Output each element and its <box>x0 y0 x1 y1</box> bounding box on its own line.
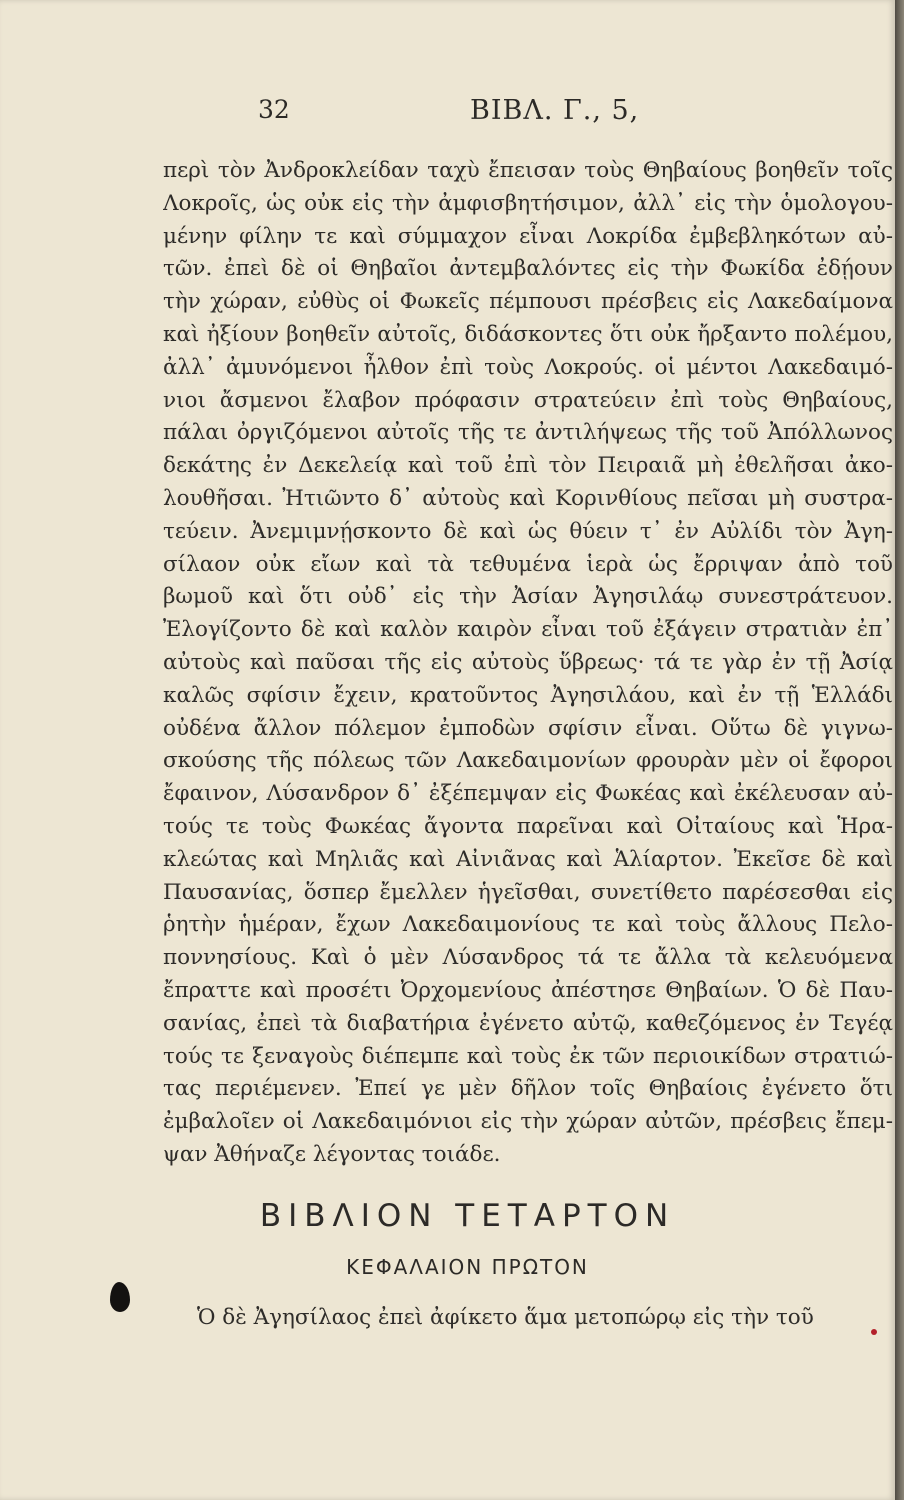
text-line: ῥητὴν ἡμέραν, ἔχων Λακεδαιμονίους τε καὶ τοὺς ἄλλους Πελο- <box>163 912 893 938</box>
running-head <box>0 95 895 135</box>
text-line: ἐμβαλοῖεν οἱ Λακεδαιμόνιοι εἰς τὴν χώραν αὐτῶν, πρέσβεις ἔπεμ- <box>163 1109 893 1135</box>
text-line: σίλαον οὐκ εἴων καὶ τὰ τεθυμένα ἱερὰ ὡς ἔρριψαν ἀπὸ τοῦ <box>163 551 893 577</box>
text-line: μένην φίλην τε καὶ σύμμαχον εἶναι Λοκρίδα ἐμβεβληκότων αὐ- <box>163 223 893 249</box>
text-line: σανίας, ἐπεὶ τὰ διαβατήρια ἐγένετο αὐτῷ, καθεζόμενος ἐν Τεγέᾳ <box>163 1010 893 1036</box>
text-line: τῶν. ἐπεὶ δὲ οἱ Θηβαῖοι ἀντεμβαλόντες εἰς τὴν Φωκίδα ἐδῄουν <box>163 256 893 282</box>
text-line: Ἐλογίζοντο δὲ καὶ καλὸν καιρὸν εἶναι τοῦ ἐξάγειν στρατιὰν ἐπ᾿ <box>163 617 893 643</box>
text-line: τεύειν. Ἀνεμιμνῄσκοντο δὲ καὶ ὡς θύειν τ᾿ ἐν Αὐλίδι τὸν Ἀγη- <box>163 518 893 544</box>
ink-blot-mark <box>110 1282 130 1312</box>
text-line: οὐδένα ἄλλον πόλεμον ἐμποδὼν σφίσιν εἶναι. Οὕτω δὲ γιγνω- <box>163 715 893 741</box>
text-line: ποννησίους. Καὶ ὁ μὲν Λύσανδρος τά τε ἄλλα τὰ κελευόμενα <box>163 945 893 971</box>
text-line: βωμοῦ καὶ ὅτι οὐδ᾿ εἰς τὴν Ἀσίαν Ἀγησιλάῳ συνεστράτευον. <box>163 584 893 610</box>
text-line: σκούσης τῆς πόλεως τῶν Λακεδαιμονίων φρουρὰν μὲν οἱ ἔφοροι <box>163 748 893 774</box>
text-line: καὶ ἠξίουν βοηθεῖν αὐτοῖς, διδάσκοντες ὅτι οὐκ ἤρξαντο πολέμου, <box>163 321 893 347</box>
text-line: νιοι ἄσμενοι ἔλαβον πρόφασιν στρατεύειν ἐπὶ τοὺς Θηβαίους, <box>163 387 893 413</box>
text-line: καλῶς σφίσιν ἔχειν, κρατοῦντος Ἀγησιλάου, καὶ ἐν τῇ Ἑλλάδι <box>163 682 893 708</box>
text-line: τούς τε ξεναγοὺς διέπεμπε καὶ τοὺς ἐκ τῶν περιοικίδων στρατιώ- <box>163 1043 893 1069</box>
text-line-last: ψαν Ἀθήναζε λέγοντας τοιάδε. <box>163 1141 501 1167</box>
text-line: ἔφαινον, Λύσανδρον δ᾿ ἐξέπεμψαν εἰς Φωκέας καὶ ἐκέλευσαν αὐ- <box>163 781 893 807</box>
body-text <box>163 155 893 1172</box>
running-title: ΒΙΒΛ. Γ., 5, <box>470 95 640 126</box>
text-line: τὴν χώραν, εὐθὺς οἱ Φωκεῖς πέμπουσι πρέσβεις εἰς Λακεδαίμονα <box>163 289 893 315</box>
text-line: τας περιέμενεν. Ἐπεί γε μὲν δῆλον τοῖς Θηβαίοις ἐγένετο ὅτι <box>163 1076 893 1102</box>
text-line: τούς τε τοὺς Φωκέας ἄγοντα παρεῖναι καὶ Οἰταίους καὶ Ἡρα- <box>163 813 893 839</box>
page-number: 32 <box>258 95 290 124</box>
red-speck-mark <box>871 1329 877 1335</box>
chapter-opening-line: Ὁ δὲ Ἀγησίλαος ἐπεὶ ἀφίκετο ἅμα μετοπώρῳ εἰς τὴν τοῦ <box>197 1305 814 1330</box>
text-line: αὐτοὺς καὶ παῦσαι τῆς εἰς αὐτοὺς ὕβρεως· τά τε γὰρ ἐν τῇ Ἀσίᾳ <box>163 649 893 675</box>
text-line: κλεώτας καὶ Μηλιᾶς καὶ Αἰνιᾶνας καὶ Ἁλίαρτον. Ἐκεῖσε δὲ καὶ <box>163 846 893 872</box>
chapter-heading: ΚΕΦΑΛΑΙΟΝ ΠΡΩΤΟΝ <box>346 1255 589 1279</box>
text-line: ἔπραττε καὶ προσέτι Ὀρχομενίους ἀπέστησε Θηβαίων. Ὁ δὲ Παυ- <box>163 977 893 1003</box>
text-line: περὶ τὸν Ἀνδροκλείδαν ταχὺ ἔπεισαν τοὺς Θηβαίους βοηθεῖν τοῖς <box>163 158 893 183</box>
text-line: δεκάτης ἐν Δεκελείᾳ καὶ τοῦ ἐπὶ τὸν Πειραιᾶ μὴ ἐθελῆσαι ἀκο- <box>163 453 893 479</box>
text-line: Λοκροῖς, ὡς οὐκ εἰς τὴν ἀμφισβητήσιμον, ἀλλ᾿ εἰς τὴν ὁμολογου- <box>163 190 893 216</box>
text-line: πάλαι ὀργιζόμενοι αὐτοῖς τῆς τε ἀντιλήψεως τῆς τοῦ Ἀπόλλωνος <box>163 420 893 446</box>
page-edge <box>895 0 904 1500</box>
text-line: Παυσανίας, ὅσπερ ἔμελλεν ἡγεῖσθαι, συνετίθετο παρέσεσθαι εἰς <box>163 879 893 905</box>
text-line: ἀλλ᾿ ἀμυνόμενοι ἦλθον ἐπὶ τοὺς Λοκρούς. οἱ μέντοι Λακεδαιμό- <box>163 354 893 380</box>
book-heading: ΒΙΒΛΙΟΝ ΤΕΤΑΡΤΟΝ <box>259 1198 676 1234</box>
text-line: λουθῆσαι. Ἠτιῶντο δ᾿ αὐτοὺς καὶ Κορινθίους πεῖσαι μὴ συστρα- <box>163 485 893 511</box>
